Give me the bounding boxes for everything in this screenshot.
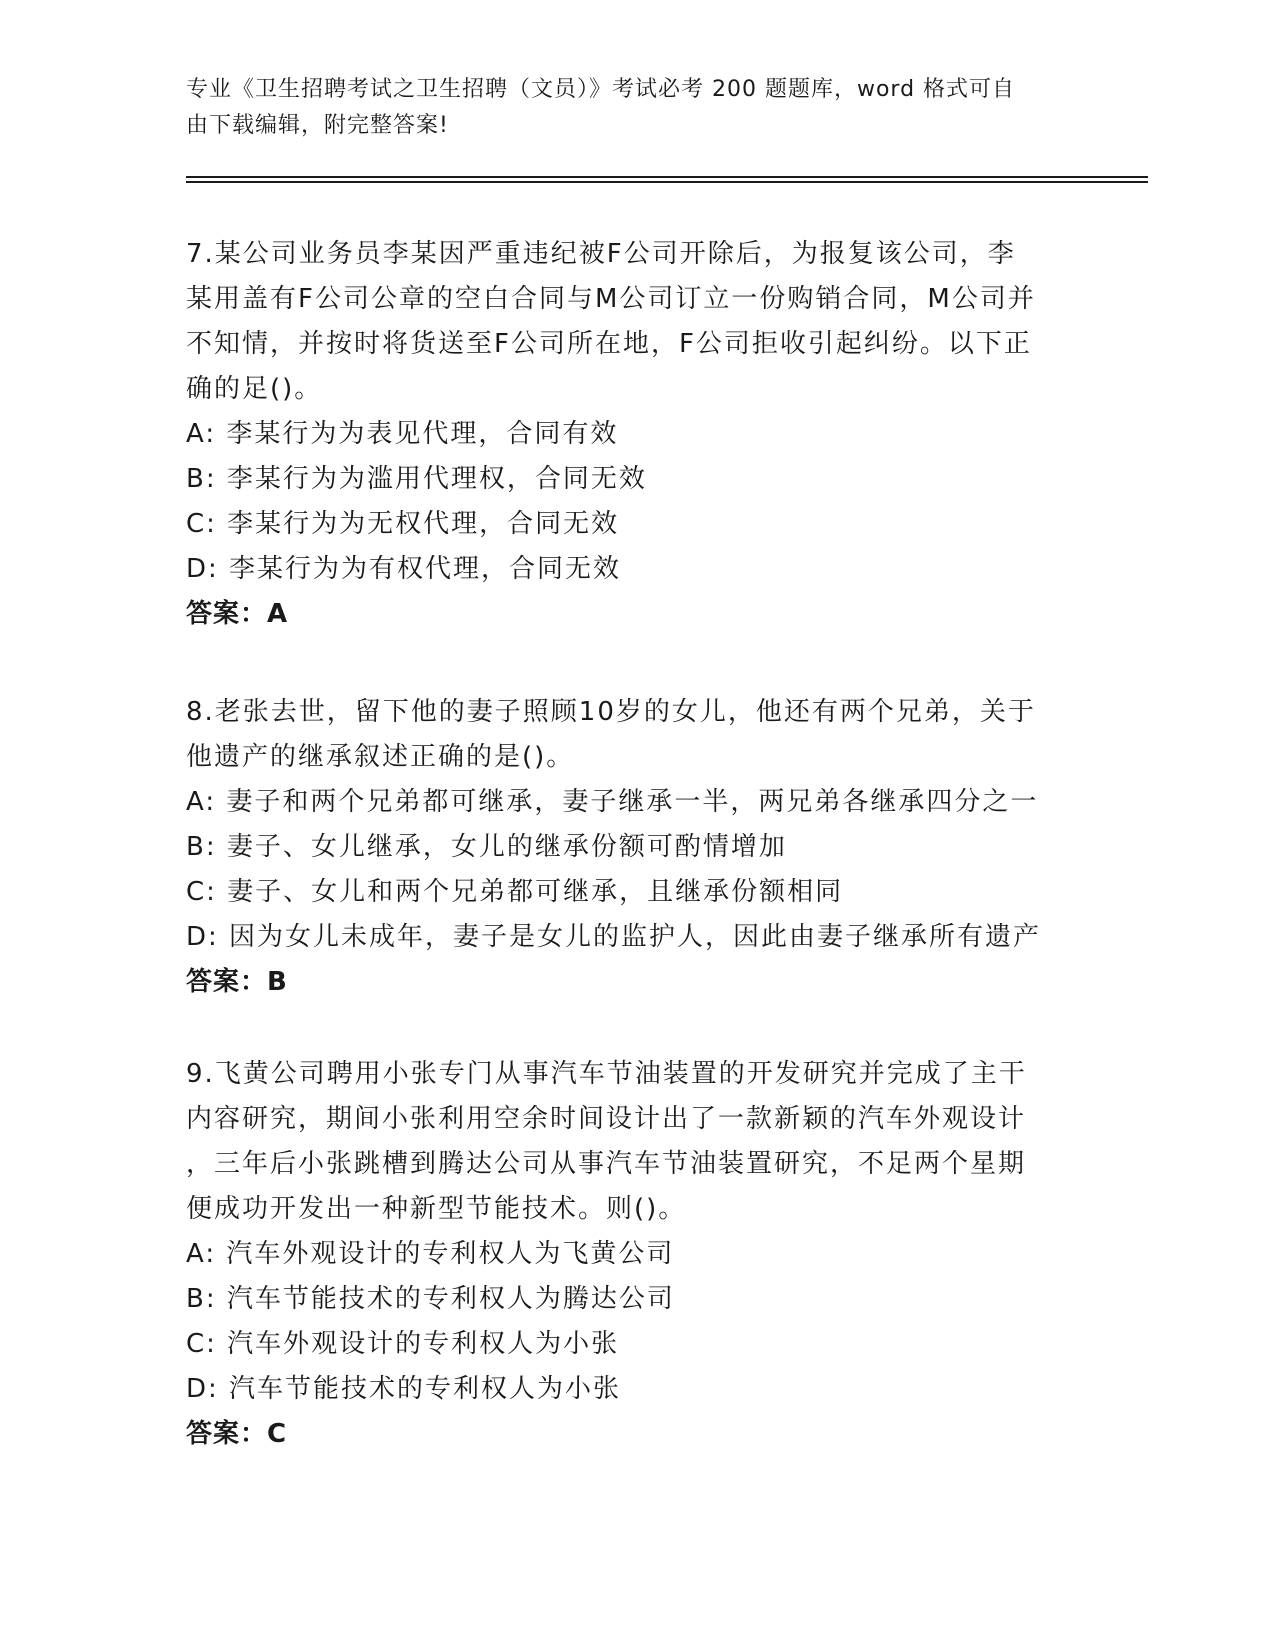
option-a: A: 妻子和两个兄弟都可继承，妻子继承一半，两兄弟各继承四分之一 [186,787,1039,817]
question-block [186,690,1086,1005]
header-line: 专业《卫生招聘考试之卫生招聘（文员）》考试必考 200 题题库，word 格式可自 [186,77,1016,102]
question-block [186,1052,1086,1457]
option-c: C: 汽车外观设计的专利权人为小张 [186,1329,620,1359]
option-b: B: 李某行为为滥用代理权，合同无效 [186,464,647,494]
question-stem-line: 某用盖有F公司公章的空白合同与M公司订立一份购销合同，M公司并 [186,284,1036,314]
header-line: 由下载编辑，附完整答案! [186,113,449,138]
option-c: C: 妻子、女儿和两个兄弟都可继承，且继承份额相同 [186,877,844,907]
question-stem-line: 确的足()。 [186,374,323,404]
question-stem-line: 他遗产的继承叙述正确的是()。 [186,742,575,772]
header-divider [186,176,1148,178]
option-d: D: 汽车节能技术的专利权人为小张 [186,1374,622,1404]
question-stem-line: 9.飞黄公司聘用小张专门从事汽车节油装置的开发研究并完成了主干 [186,1059,1027,1089]
option-a: A: 汽车外观设计的专利权人为飞黄公司 [186,1239,675,1269]
option-a: A: 李某行为为表见代理，合同有效 [186,419,619,449]
option-c: C: 李某行为为无权代理，合同无效 [186,509,620,539]
question-stem-line: 不知情，并按时将货送至F公司所在地，F公司拒收引起纠纷。以下正 [186,329,1032,359]
answer-label: 答案：B [186,967,288,997]
option-d: D: 李某行为为有权代理，合同无效 [186,554,622,584]
option-b: B: 妻子、女儿继承，女儿的继承份额可酌情增加 [186,832,787,862]
answer-label: 答案：A [186,599,289,629]
header-divider [186,181,1148,183]
option-d: D: 因为女儿未成年，妻子是女儿的监护人，因此由妻子继承所有遗产 [186,922,1042,952]
question-block [186,232,1086,637]
question-stem-line: 8.老张去世，留下他的妻子照顾10岁的女儿，他还有两个兄弟，关于 [186,697,1036,727]
document-header [186,72,1086,144]
question-stem-line: 内容研究，期间小张利用空余时间设计出了一款新颖的汽车外观设计 [186,1104,1027,1134]
question-stem-line: 便成功开发出一种新型节能技术。则()。 [186,1194,687,1224]
option-b: B: 汽车节能技术的专利权人为腾达公司 [186,1284,675,1314]
answer-label: 答案：C [186,1419,288,1449]
question-stem-line: 7.某公司业务员李某因严重违纪被F公司开除后，为报复该公司，李 [186,239,1016,269]
question-stem-line: ，三年后小张跳槽到腾达公司从事汽车节油装置研究，不足两个星期 [186,1149,1027,1179]
